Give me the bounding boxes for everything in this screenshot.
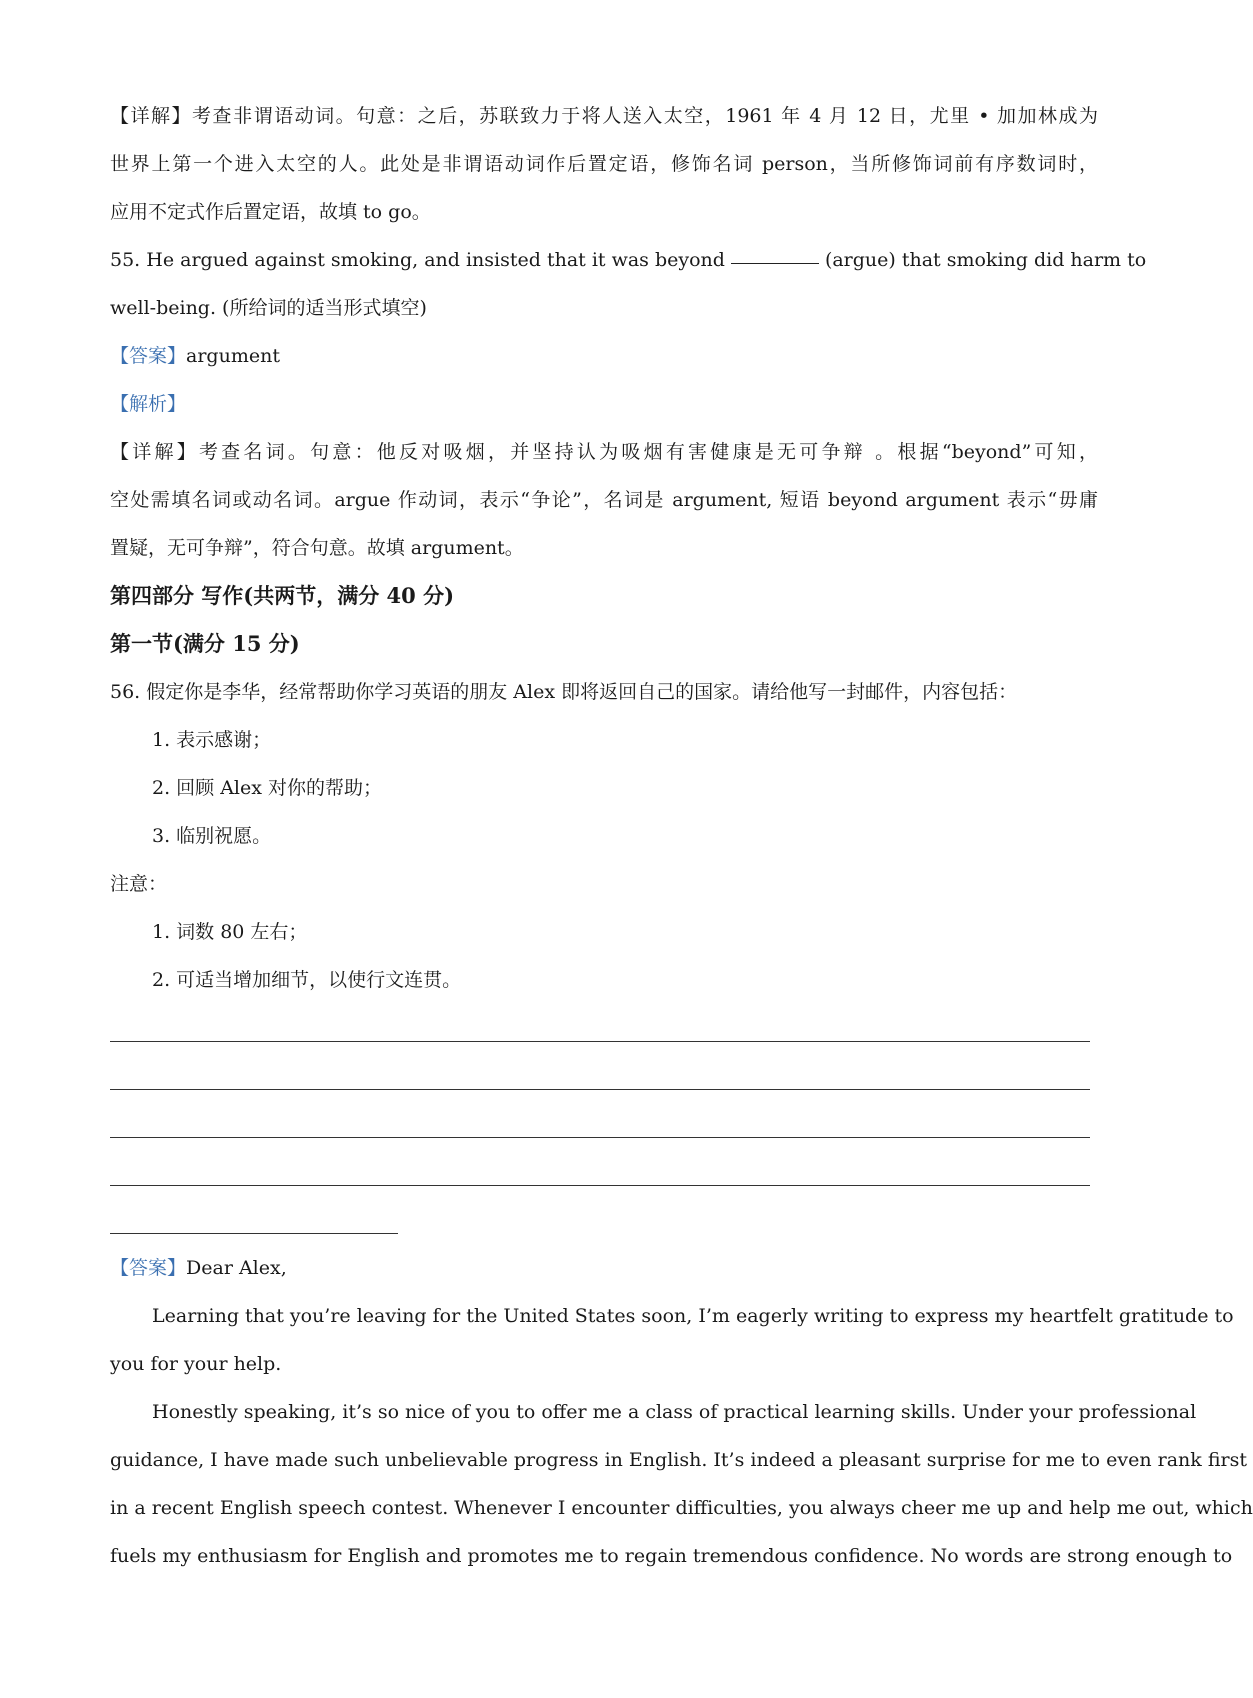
- essay-para1-line-1: Learning that you’re leaving for the United States soon, I’m eagerly writing to express my heartfelt gratitude to: [152, 1305, 1234, 1327]
- q55-detail-line-1: 【详解】考查名词。句意：他反对吸烟，并坚持认为吸烟有害健康是无可争辩 。根据“beyond”可知，: [110, 441, 1098, 463]
- essay-para2-line-1: Honestly speaking, it’s so nice of you to offer me a class of practical learning skills. Under your professional: [152, 1401, 1197, 1423]
- q55-detail-line-3: 置疑，无可争辩”，符合句意。故填 argument。: [110, 537, 524, 559]
- essay-para2-line-3: in a recent English speech contest. Whenever I encounter difficulties, you always cheer me up and help me out, which: [110, 1497, 1253, 1519]
- q55-answer: [110, 332, 1098, 380]
- writing-line-4: [110, 1148, 1098, 1196]
- q56-note-2: 2. 可适当增加细节，以使行文连贯。: [152, 969, 462, 991]
- q56-item-3: 3. 临别祝愿。: [152, 825, 272, 847]
- section1-heading: 第一节(满分 15 分): [110, 631, 300, 656]
- q55-detail-line-2: 空处需填名词或动名词。argue 作动词，表示“争论”，名词是 argument, 短语 beyond argument 表示“毋庸: [110, 489, 1098, 511]
- essay-para2-line-4: fuels my enthusiasm for English and promotes me to regain tremendous confidence. No words are strong enough to: [110, 1545, 1233, 1567]
- q56-item-1: 1. 表示感谢；: [152, 729, 272, 751]
- part4-heading: 第四部分 写作(共两节，满分 40 分): [110, 583, 455, 608]
- writing-line-5: [110, 1196, 1098, 1244]
- q56-answer: [110, 1244, 1098, 1292]
- prev-detail-label: 【详解】: [110, 105, 193, 127]
- answer-label: 【答案】: [110, 345, 187, 367]
- writing-line-1: [110, 1004, 1098, 1052]
- prev-detail-line-1: 【详解】考查非谓语动词。句意：之后，苏联致力于将人送入太空，1961 年 4 月 12 日，尤里 • 加加林成为: [110, 105, 1098, 127]
- q56-item-2: 2. 回顾 Alex 对你的帮助；: [152, 777, 383, 799]
- q55-analysis-label: 【解析】: [110, 393, 187, 415]
- q55-stem-line-2: well-being. (所给词的适当形式填空): [110, 297, 427, 319]
- essay-para1-line-2: you for your help.: [110, 1353, 282, 1375]
- answer-label: 【答案】: [110, 1257, 187, 1279]
- essay-para2-line-2: guidance, I have made such unbelievable progress in English. It’s indeed a pleasant surprise for me to even rank first: [110, 1449, 1247, 1471]
- q56-prompt: 56. 假定你是李华，经常帮助你学习英语的朋友 Alex 即将返回自己的国家。请给他写一封邮件，内容包括：: [110, 681, 1018, 703]
- detail-label: 【详解】: [110, 441, 199, 463]
- prev-detail-line-2: 世界上第一个进入太空的人。此处是非谓语动词作后置定语，修饰名词 person，当所修饰词前有序数词时，: [110, 153, 1098, 175]
- q56-note-1: 1. 词数 80 左右；: [152, 921, 308, 943]
- q55-answer-blank: [731, 262, 819, 264]
- q55-answer-text: argument: [186, 345, 280, 367]
- writing-line-2: [110, 1052, 1098, 1100]
- essay-salutation: Dear Alex,: [186, 1257, 287, 1279]
- prev-detail-line-3: 应用不定式作后置定语，故填 to go。: [110, 201, 431, 223]
- q55-stem-line-1: 55. He argued against smoking, and insisted that it was beyond (argue) that smoking did harm to: [110, 249, 1147, 271]
- writing-line-3: [110, 1100, 1098, 1148]
- q56-notes-label: 注意：: [110, 873, 168, 895]
